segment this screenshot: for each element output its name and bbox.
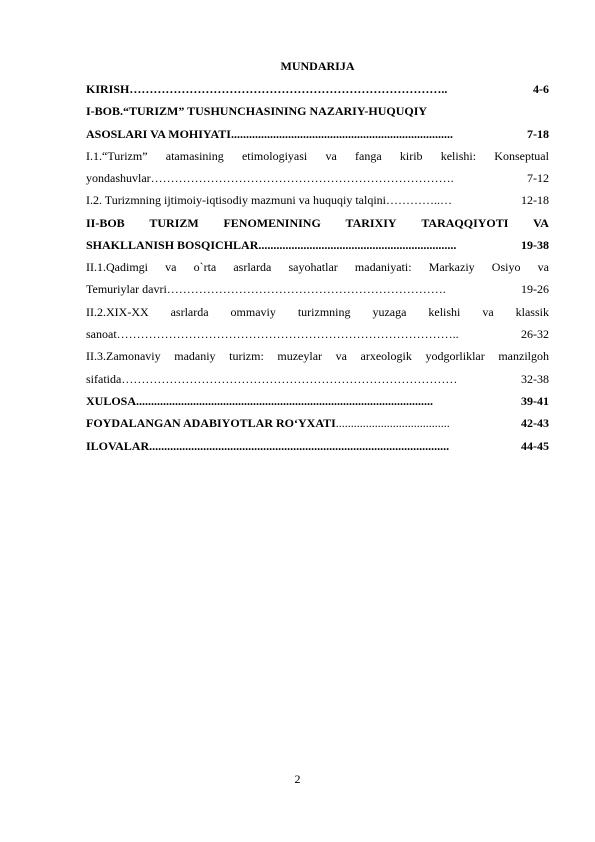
toc-entry-foydalangan [86,413,549,433]
toc-page-range: 39-41 [521,394,549,408]
toc-page-range: 12-18 [521,193,549,207]
toc-leader-dots: .................................................................................................... [149,439,450,453]
toc-word: asrlarda [170,305,209,319]
toc-entry-label: ILOVALAR [86,439,150,453]
toc-word: II.1.Qadimgi [86,260,148,274]
toc-word: I.1.“Turizm” [86,149,148,163]
toc-leader-dots: …………………………………………………………………. [150,171,454,185]
toc-page-range: 4-6 [533,82,549,96]
toc-word: etimologiyasi [241,149,308,163]
toc-entry-label: SHAKLLANISH BOSQICHLAR [86,238,259,252]
toc-word: atamasining [165,149,224,163]
toc-word: madaniy [174,349,216,363]
toc-entry-bob2-line2 [86,235,549,255]
toc-word: ommaviy [230,305,276,319]
toc-leader-dots: ……………………………………………………………. [166,282,446,296]
toc-word: va [335,349,347,363]
toc-page-range: 19-26 [521,282,549,296]
toc-word: turizmning [297,305,351,319]
toc-leader-dots: ...................................... [335,416,450,430]
toc-entry-label: XULOSA [86,394,137,408]
toc-word: va [482,305,494,319]
toc-word: fanga [355,149,382,163]
toc-entry-ii3-line1 [86,346,549,366]
toc-word: sayohatlar [288,260,338,274]
toc-word: va [165,260,177,274]
toc-word: VA [533,216,549,230]
toc-entry-ii2-line1 [86,302,549,322]
toc-leader-dots: .................................................................. [258,238,457,252]
toc-entry-bob1-line1: I-BOB.“TURIZM” TUSHUNCHASINING NAZARIY-HUQUQIY [86,104,428,118]
toc-word: TARIXIY [345,216,397,230]
toc-leader-dots: ………………………………………………………………………… [121,372,458,386]
toc-word: yodgorliklar [425,349,485,363]
toc-page-range: 7-18 [527,127,549,141]
toc-word: klassik [515,305,549,319]
toc-entry-label: sanoat [86,327,117,341]
toc-entry-ilovalar [86,436,549,456]
toc-word: asrlarda [233,260,272,274]
toc-page-range: 44-45 [521,439,549,453]
toc-entry-i1-line1 [86,146,549,166]
toc-word: muzeylar [277,349,323,363]
toc-entry-ii2-line2 [86,324,549,344]
toc-entry-label: I.2. Turizmning ijtimoiy-iqtisodiy mazmuni va huquqiy talqini [86,193,386,207]
toc-entry-label: FOYDALANGAN ADABIYOTLAR RO‘YXATI [86,416,336,430]
page-title: MUNDARIJA [280,59,355,73]
toc-entry-label: yondashuvlar [86,171,151,185]
toc-word: TURIZM [149,216,199,230]
toc-word: arxeologik [360,349,412,363]
toc-entry-label: KIRISH [86,82,130,96]
toc-entry-bob2-line1 [86,213,549,233]
toc-leader-dots: …………………………………………………………………….. [129,82,448,96]
toc-page-range: 26-32 [521,327,549,341]
toc-word: kirib [399,149,423,163]
toc-word: o`rta [193,260,217,274]
toc-word: Konseptual [494,149,549,163]
toc-word: II.2.XIX-XX [86,305,149,319]
toc-word: kelishi: [440,149,477,163]
toc-entry-label: ASOSLARI VA MOHIYATI [86,127,231,141]
toc-page-range: 19-38 [521,238,549,252]
toc-word: manzilgoh [498,349,549,363]
toc-word: II.3.Zamonaviy [86,349,161,363]
toc-word: va [537,260,549,274]
toc-page-range: 7-12 [527,171,549,185]
toc-leader-dots: .......................................................................... [230,127,453,141]
toc-word: TARAQQIYOTI [421,216,509,230]
toc-word: II-BOB [86,216,125,230]
toc-word: Markaziy [428,260,475,274]
toc-word: kelishi [428,305,461,319]
toc-entry-label: sifatida [86,372,122,386]
toc-word: FENOMENINING [223,216,321,230]
toc-entry-i2 [86,190,549,210]
toc-word: turizm: [229,349,264,363]
toc-entry-i1-line2 [86,168,549,188]
toc-entry-bob1-line2 [86,124,549,144]
toc-word: madaniyati: [354,260,412,274]
toc-leader-dots: ………………………………………………………………………….. [116,327,459,341]
toc-entry-ii1-line2 [86,279,549,299]
toc-word: yuzaga [372,305,407,319]
page-number: 2 [294,772,301,786]
toc-entry-ii3-line2 [86,369,549,389]
toc-entry-ii1-line1 [86,257,549,277]
toc-leader-dots: ................................................................................................... [136,394,434,408]
toc-entry-kirish [86,79,549,99]
toc-word: va [325,149,337,163]
toc-word: Osiyo [491,260,521,274]
toc-entry-xulosa [86,391,549,411]
toc-leader-dots: …………..… [386,193,452,207]
toc-page-range: 32-38 [521,372,549,386]
toc-page-range: 42-43 [521,416,549,430]
toc-entry-label: Temuriylar davri [86,282,167,296]
